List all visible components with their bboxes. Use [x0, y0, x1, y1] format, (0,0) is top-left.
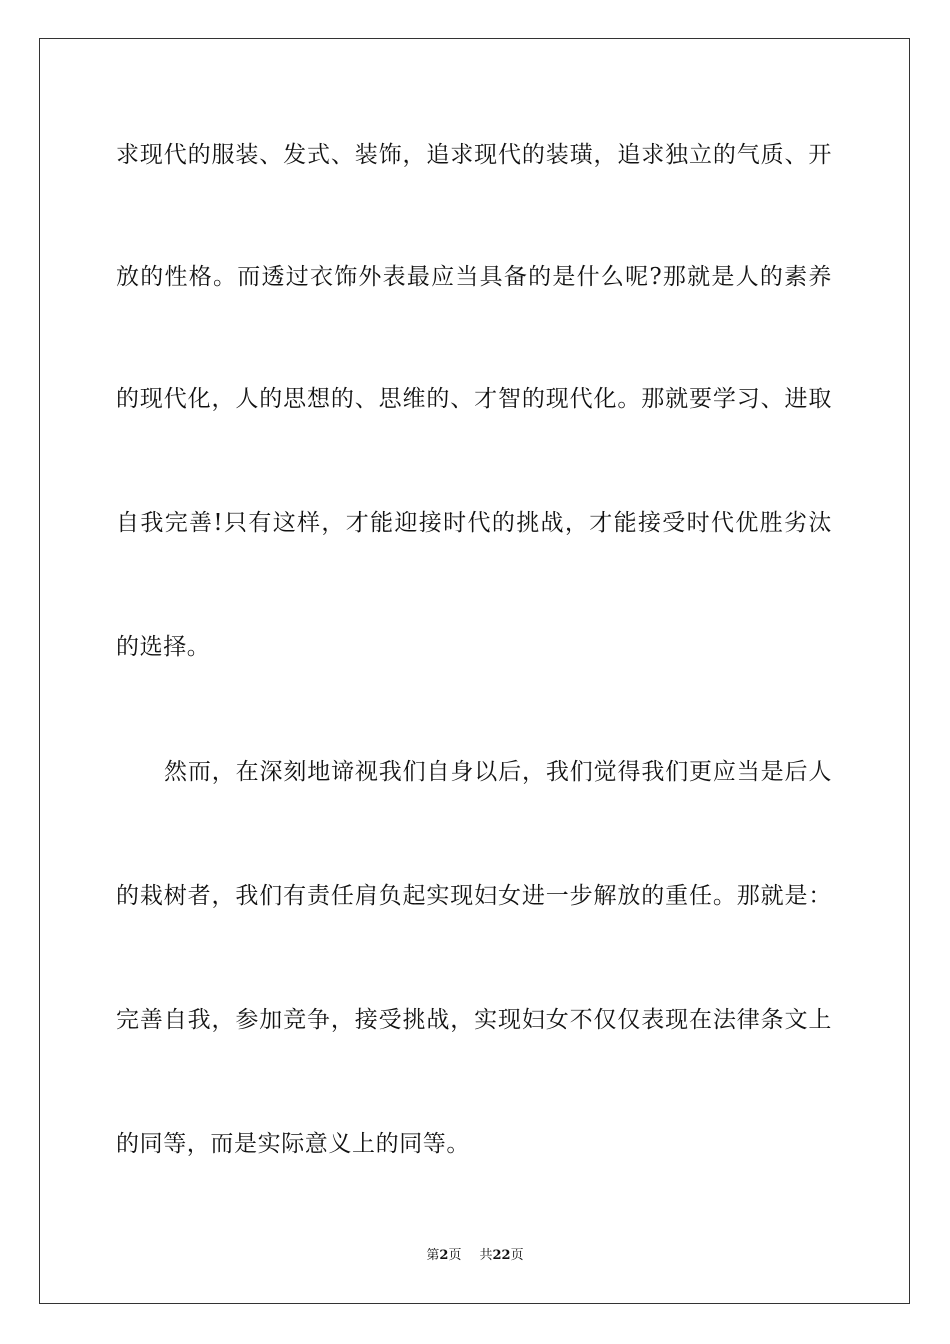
footer-total-pages: 22	[492, 1248, 511, 1263]
body-line-3: 的现代化，人的思想的、思维的、才智的现代化。那就要学习、进取	[116, 386, 832, 412]
body-line-6: 然而，在深刻地谛视我们自身以后，我们觉得我们更应当是后人	[164, 759, 832, 785]
body-line-7: 的栽树者，我们有责任肩负起实现妇女进一步解放的重任。那就是：	[116, 883, 832, 909]
footer-total-suffix: 页	[510, 1248, 524, 1263]
body-line-9: 的同等，而是实际意义上的同等。	[116, 1131, 470, 1157]
body-line-5: 的选择。	[116, 634, 211, 660]
footer-total-prefix: 共	[479, 1248, 493, 1263]
footer-page-prefix: 第	[426, 1248, 440, 1263]
body-line-1: 求现代的服装、发式、装饰，追求现代的装璜，追求独立的气质、开	[116, 142, 832, 168]
page-border	[39, 38, 910, 1304]
body-line-2: 放的性格。而透过衣饰外表最应当具备的是什么呢?那就是人的素养	[116, 264, 832, 290]
body-line-4: 自我完善!只有这样，才能迎接时代的挑战，才能接受时代优胜劣汰	[116, 510, 832, 536]
body-line-8: 完善自我，参加竞争，接受挑战，实现妇女不仅仅表现在法律条文上	[116, 1007, 832, 1033]
footer-page-suffix: 页	[448, 1248, 462, 1263]
footer-page-number: 2	[439, 1248, 449, 1263]
page-footer	[0, 1247, 950, 1265]
